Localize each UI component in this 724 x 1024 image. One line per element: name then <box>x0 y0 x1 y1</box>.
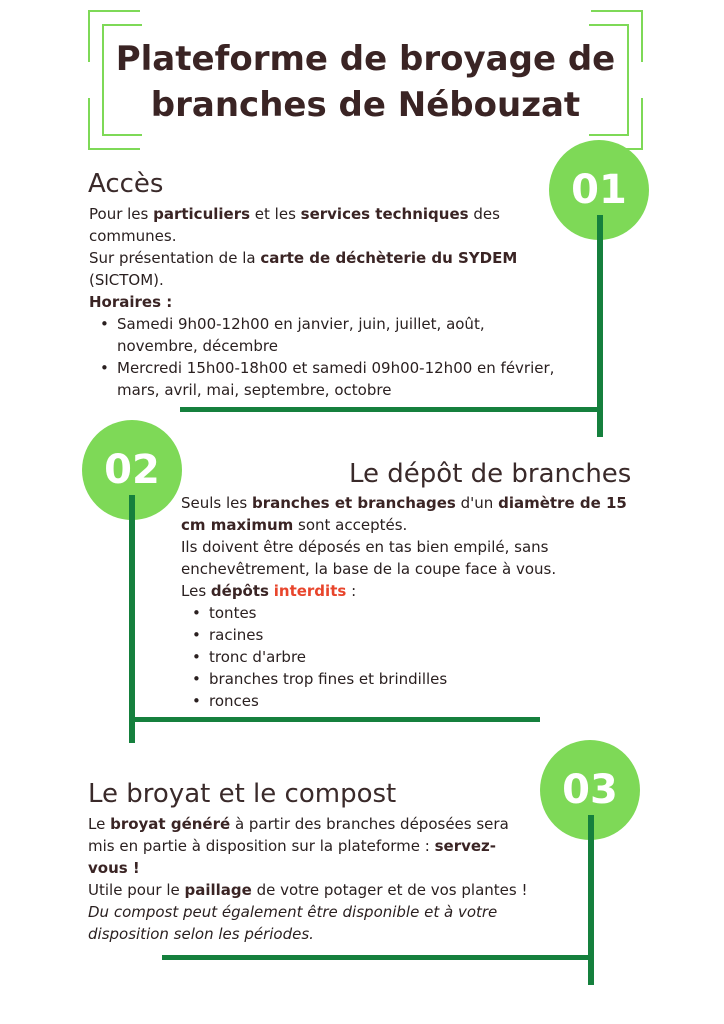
text-bold: Horaires : <box>89 293 173 311</box>
text-bold: broyat généré <box>110 815 231 833</box>
text: sont acceptés. <box>293 516 408 534</box>
list-item: • racines <box>181 624 651 646</box>
text: Sur présentation de la <box>89 249 261 267</box>
section3-body <box>88 813 538 945</box>
text: Le <box>88 815 111 833</box>
text: des communes. <box>89 205 500 245</box>
text-bold: branches et branchages <box>252 494 456 512</box>
section2-heading: Le dépôt de branches <box>349 459 632 489</box>
text-bold: servez-vous ! <box>88 837 497 877</box>
text-bold: diamètre de 15 cm maximum <box>181 494 627 534</box>
section2-forbidden-label <box>181 580 651 602</box>
page-title <box>88 36 643 128</box>
section1-number: 01 <box>571 167 627 213</box>
text: à partir des branches déposées sera mis en partie à disposition sur la plateforme : <box>88 815 509 855</box>
text: : <box>346 582 357 600</box>
text-bold: services techniques <box>300 205 469 223</box>
list-item: • Mercredi 15h00-18h00 et samedi 09h00-12h00 en février, mars, avril, mai, septembre, octobre <box>89 357 559 401</box>
section3-heading: Le broyat et le compost <box>88 779 397 809</box>
frame-inner-bottom <box>102 134 142 136</box>
forbidden-word: interdits <box>273 582 347 600</box>
text: d'un <box>455 494 499 512</box>
section1-hours-list <box>89 313 559 401</box>
section2-vertical-line <box>129 495 135 743</box>
text: et les <box>250 205 301 223</box>
section2-paragraph-stacking: Ils doivent être déposés en tas bien empilé, sans enchevêtrement, la base de la coupe face à vous. <box>181 538 557 578</box>
text: Seuls les <box>181 494 252 512</box>
title-frame <box>88 10 643 150</box>
frame-corner-tr-h <box>591 10 643 12</box>
section1-body <box>89 203 555 401</box>
text: Pour les <box>89 205 154 223</box>
frame-inner-top <box>102 24 142 26</box>
section1-horizontal-line <box>180 407 600 412</box>
section1-vertical-line <box>597 215 603 437</box>
list-item: • ronces <box>181 690 651 712</box>
text: Utile pour le <box>88 881 185 899</box>
section3-number: 03 <box>562 767 618 813</box>
section1-paragraph-card <box>89 247 529 291</box>
text-bold: paillage <box>184 881 252 899</box>
section2-body <box>181 492 651 712</box>
frame-corner-bl-h <box>88 148 140 150</box>
section2-number: 02 <box>104 447 160 493</box>
list-item: • tontes <box>181 602 651 624</box>
frame-corner-tl-h <box>88 10 140 12</box>
page-title-line2: branches de Nébouzat <box>150 85 581 125</box>
section2-forbidden-list <box>181 602 651 712</box>
text-bold: carte de déchèterie du SYDEM <box>260 249 518 267</box>
list-item: • tronc d'arbre <box>181 646 651 668</box>
section3-paragraph-compost: Du compost peut également être disponible et à votre disposition selon les périodes. <box>88 903 498 943</box>
frame-inner-top-r <box>589 24 629 26</box>
text: (SICTOM). <box>89 271 164 289</box>
section3-horizontal-line <box>162 955 592 960</box>
section1-hours-label <box>89 291 529 313</box>
frame-inner-bottom-r <box>589 134 629 136</box>
section2-paragraph-size <box>181 492 651 536</box>
list-item: • branches trop fines et brindilles <box>181 668 651 690</box>
page-title-line1: Plateforme de broyage de <box>115 39 616 79</box>
text-bold: dépôts <box>210 582 269 600</box>
text: Les <box>181 582 211 600</box>
section1-heading: Accès <box>88 169 164 199</box>
section3-paragraph-broyat <box>88 813 518 879</box>
text-bold: particuliers <box>153 205 251 223</box>
section1-paragraph-access <box>89 203 529 247</box>
section2-horizontal-line <box>132 717 540 722</box>
text: de votre potager et de vos plantes ! <box>251 881 528 899</box>
list-item: • Samedi 9h00-12h00 en janvier, juin, juillet, août, novembre, décembre <box>89 313 559 357</box>
section3-paragraph-paillage <box>88 879 538 901</box>
